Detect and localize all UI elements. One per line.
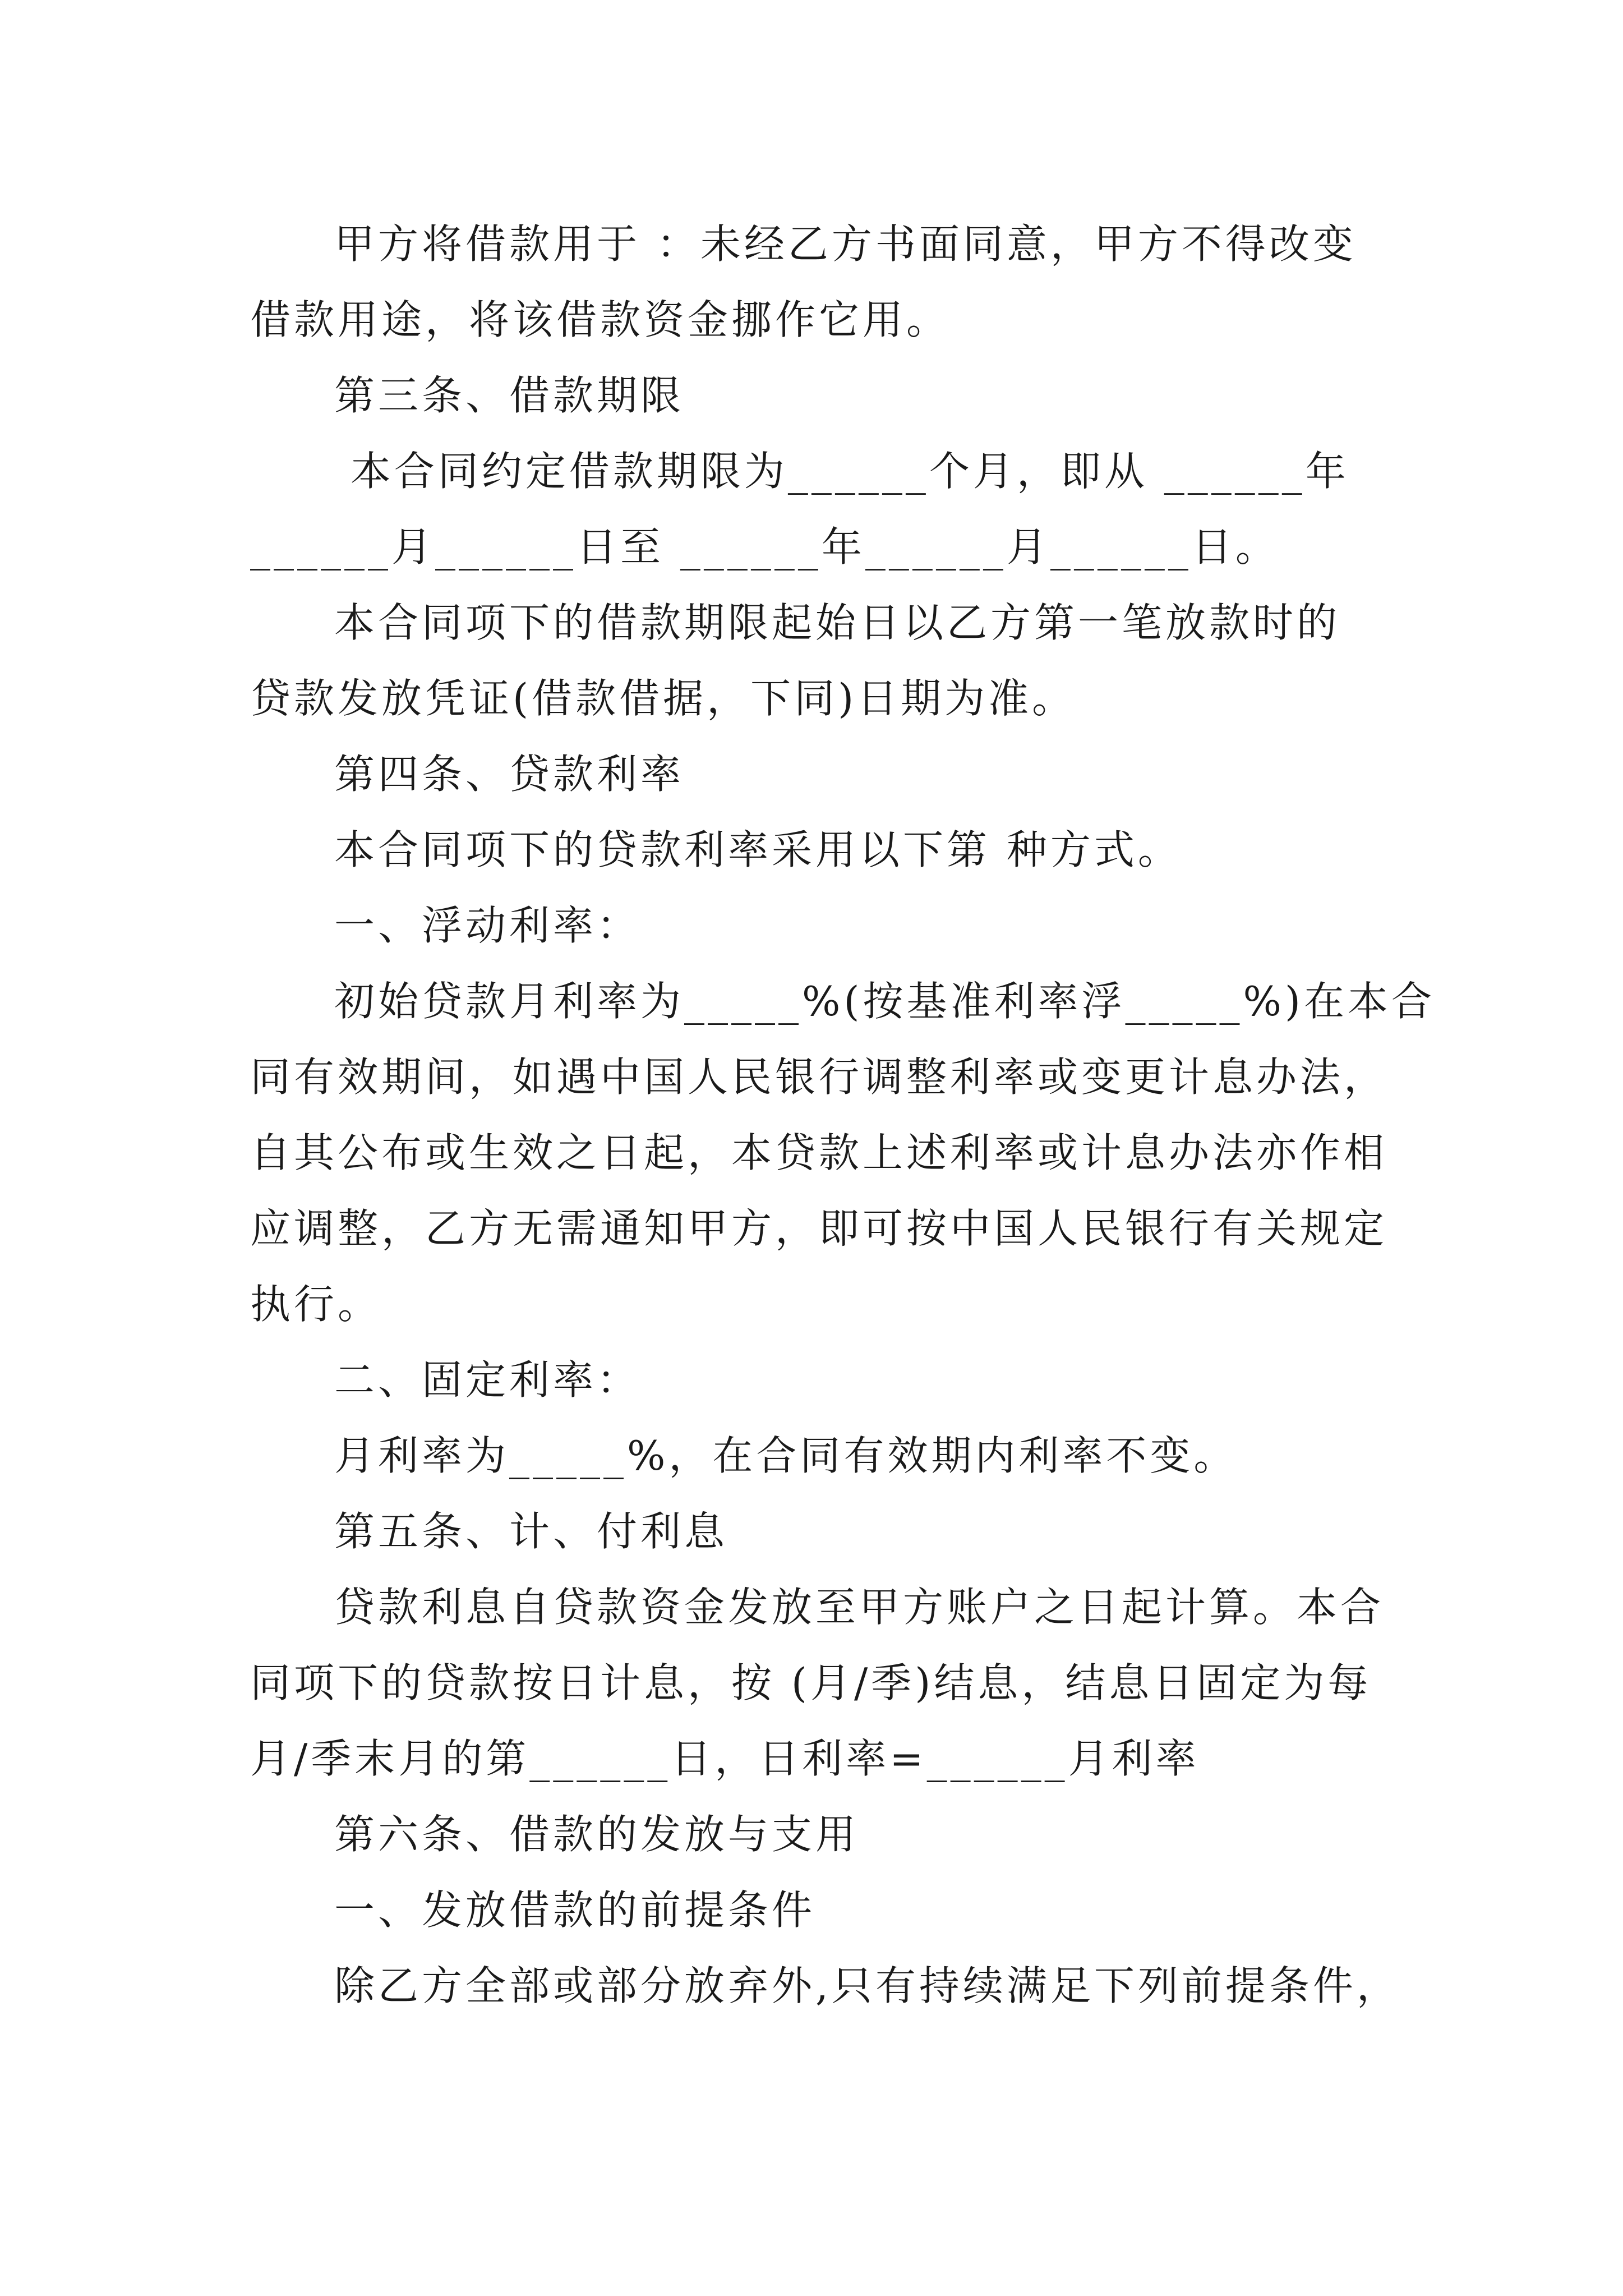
paragraph-line: 借款用途，将该借款资金挪作它用。	[250, 296, 951, 343]
paragraph-line: 同有效期间，如遇中国人民银行调整利率或变更计息办法，	[250, 1053, 1388, 1101]
paragraph-line: 同项下的贷款按日计息，按 (月/季)结息，结息日固定为每	[250, 1659, 1372, 1706]
paragraph-line: 执行。	[250, 1281, 382, 1328]
section-heading: 第五条、计、付利息	[334, 1508, 728, 1555]
paragraph-line: 月/季末月的第______日，日利率=______月利率	[250, 1735, 1200, 1782]
paragraph-line: 除乙方全部或部分放弃外,只有持续满足下列前提条件，	[334, 1962, 1400, 2009]
paragraph-line: 自其公布或生效之日起，本贷款上述利率或计息办法亦作相	[250, 1129, 1388, 1176]
contract-text	[250, 206, 1436, 2024]
section-heading: 第六条、借款的发放与支用	[334, 1811, 860, 1858]
paragraph-line: 初始贷款月利率为_____%(按基准利率浮_____%)在本合	[334, 978, 1436, 1025]
paragraph-line: 应调整，乙方无需通知甲方，即可按中国人民银行有关规定	[250, 1205, 1388, 1252]
subsection-heading: 一、发放借款的前提条件	[334, 1887, 816, 1934]
section-heading: 第四条、贷款利率	[334, 751, 685, 798]
paragraph-line: 月利率为_____%，在合同有效期内利率不变。	[334, 1432, 1238, 1479]
paragraph-line: ______月______日至 ______年______月______日。	[250, 523, 1279, 570]
paragraph-line: 贷款发放凭证(借款借据，下同)日期为准。	[250, 675, 1076, 722]
subsection-heading: 二、固定利率：	[334, 1356, 641, 1404]
section-heading: 第三条、借款期限	[334, 372, 685, 419]
paragraph-line: 甲方将借款用于 ：未经乙方书面同意，甲方不得改变	[334, 220, 1357, 268]
paragraph-line: 贷款利息自贷款资金发放至甲方账户之日起计算。本合	[334, 1584, 1385, 1631]
paragraph-line: 本合同约定借款期限为______个月，即从 ______年	[334, 448, 1349, 495]
paragraph-line: 本合同项下的贷款利率采用以下第 种方式。	[334, 826, 1182, 873]
paragraph-line: 本合同项下的借款期限起始日以乙方第一笔放款时的	[334, 599, 1341, 646]
subsection-heading: 一、浮动利率：	[334, 902, 641, 949]
